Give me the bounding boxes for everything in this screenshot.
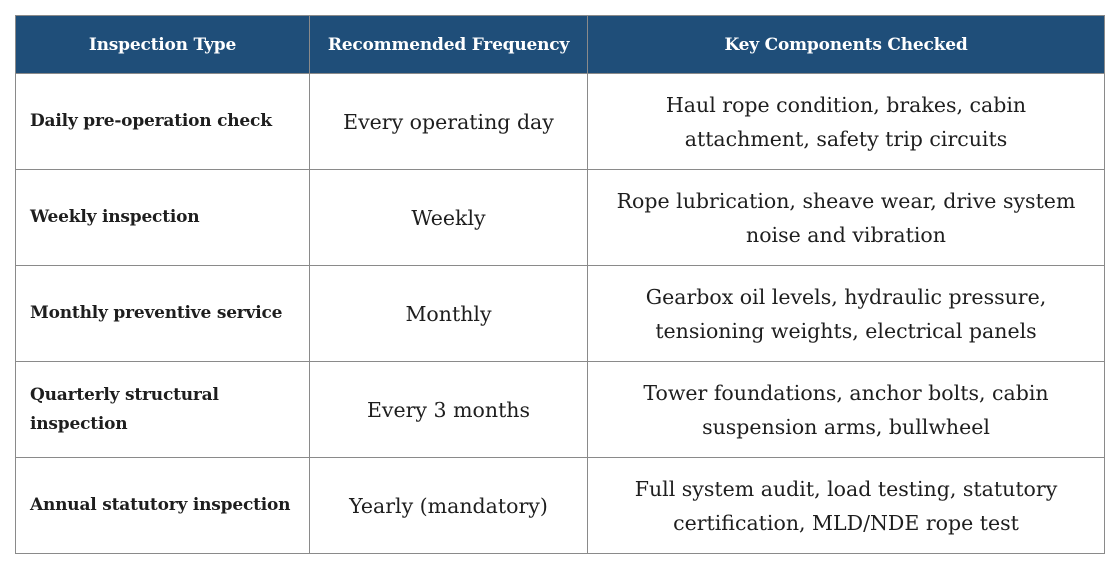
inspection-type-cell: Monthly preventive service <box>16 266 310 362</box>
table-row <box>16 362 1105 458</box>
frequency-cell: Monthly <box>310 266 588 362</box>
table-body <box>16 74 1105 554</box>
header-inspection-type: Inspection Type <box>16 16 310 74</box>
inspection-schedule-table <box>15 15 1105 554</box>
inspection-type-cell: Weekly inspection <box>16 170 310 266</box>
components-cell: Haul rope condition, brakes, cabin attachment, safety trip circuits <box>588 74 1105 170</box>
frequency-cell: Every operating day <box>310 74 588 170</box>
header-key-components-checked: Key Components Checked <box>588 16 1105 74</box>
components-cell: Rope lubrication, sheave wear, drive system noise and vibration <box>588 170 1105 266</box>
components-cell: Tower foundations, anchor bolts, cabin suspension arms, bullwheel <box>588 362 1105 458</box>
header-row <box>16 16 1105 74</box>
table-row <box>16 266 1105 362</box>
frequency-cell: Every 3 months <box>310 362 588 458</box>
frequency-cell: Yearly (mandatory) <box>310 458 588 554</box>
table-row <box>16 458 1105 554</box>
inspection-type-cell: Quarterly structural inspection <box>16 362 310 458</box>
frequency-cell: Weekly <box>310 170 588 266</box>
inspection-type-cell: Daily pre-operation check <box>16 74 310 170</box>
inspection-schedule-table-container <box>15 15 1104 554</box>
table-header <box>16 16 1105 74</box>
components-cell: Full system audit, load testing, statutory certification, MLD/NDE rope test <box>588 458 1105 554</box>
table-row <box>16 74 1105 170</box>
inspection-type-cell: Annual statutory inspection <box>16 458 310 554</box>
table-row <box>16 170 1105 266</box>
header-recommended-frequency: Recommended Frequency <box>310 16 588 74</box>
components-cell: Gearbox oil levels, hydraulic pressure, tensioning weights, electrical panels <box>588 266 1105 362</box>
